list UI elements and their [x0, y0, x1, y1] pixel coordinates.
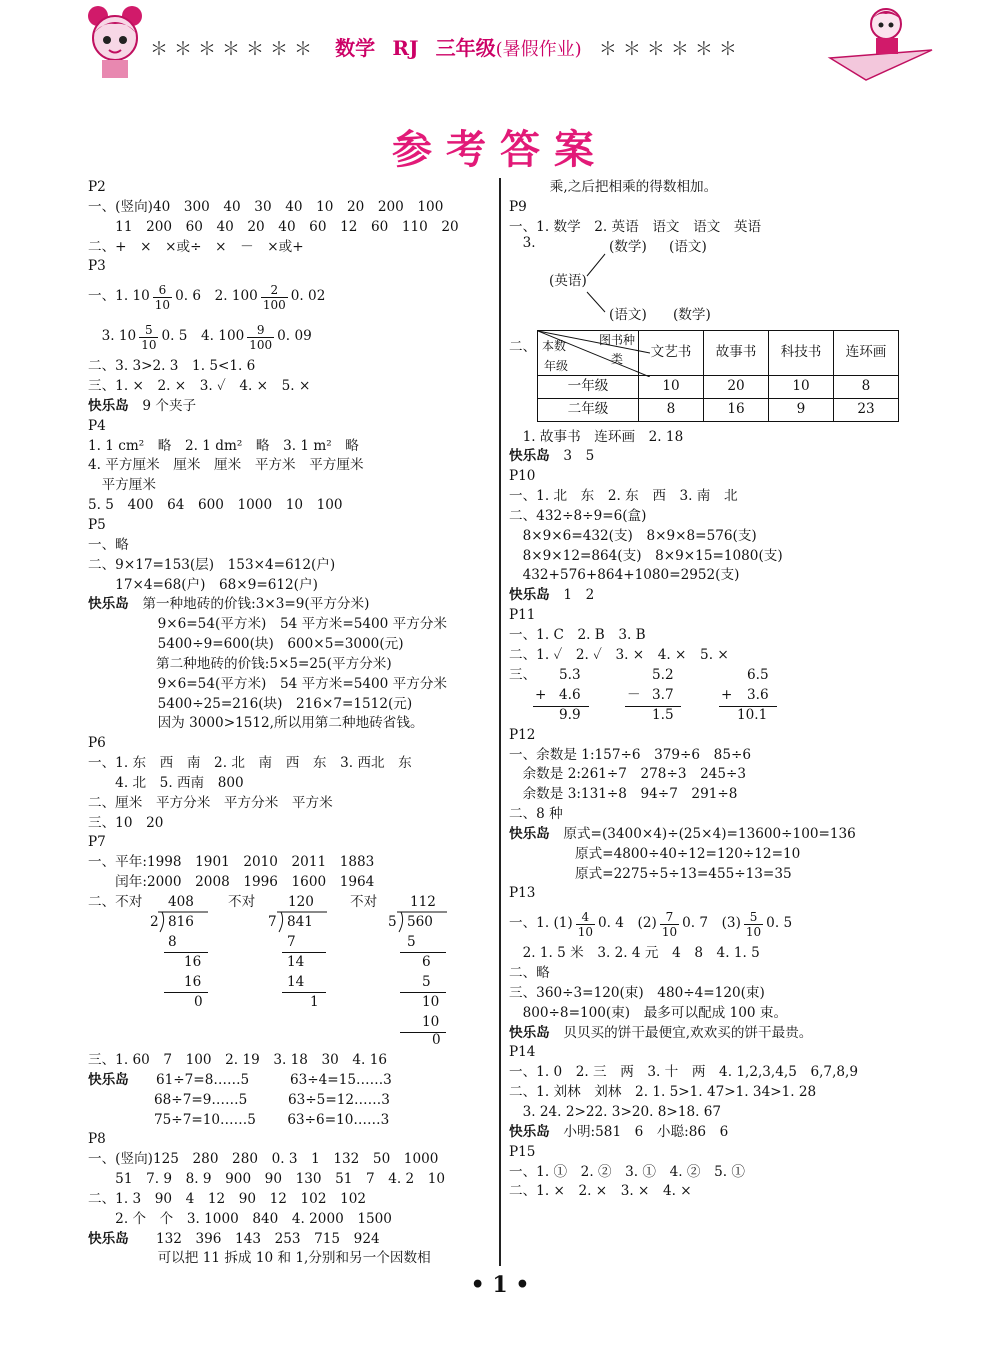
- subtrahend: 14: [287, 974, 305, 990]
- vertical-calculations: [509, 666, 914, 726]
- table-cell: 20: [704, 375, 769, 398]
- dividend: 560: [407, 914, 433, 930]
- denominator: 10: [745, 924, 762, 939]
- answer-text: 9 个夹子: [142, 397, 197, 414]
- answer-text: 不对: [350, 894, 378, 910]
- answer-text: 0. 7 (3): [682, 915, 741, 932]
- answer-text: 3.: [509, 234, 536, 251]
- header-edition: RJ: [392, 36, 419, 60]
- answer-line: 余数是 2:261÷7 278÷3 245÷3: [509, 766, 747, 783]
- happy-island-line: [509, 586, 914, 606]
- happy-island-label: 快乐岛: [509, 1024, 550, 1041]
- dividend: 841: [287, 914, 313, 930]
- page-title: 参考答案: [392, 127, 608, 173]
- answer-line: 8×9×12=864(支) 8×9×15=1080(支): [509, 547, 783, 564]
- answer-line: 平方厘米: [88, 477, 156, 494]
- fraction-answer-line: [509, 904, 914, 944]
- remainder: 0: [432, 1032, 441, 1048]
- happy-island-line: [509, 447, 914, 467]
- section-heading: P2: [88, 179, 106, 195]
- answer-text: 原式=(3400×4)÷(25×4)=13600÷100=136: [563, 825, 856, 842]
- subtrahend: 5: [422, 974, 431, 990]
- answer-line: 一、1. ① 2. ② 3. ① 4. ② 5. ①: [509, 1163, 745, 1180]
- fraction-answer-line: [88, 277, 493, 317]
- happy-island-line: [509, 825, 914, 845]
- divisor: 2: [150, 914, 159, 930]
- table-header-cell: 连环画: [834, 330, 899, 375]
- answer-line: 一、1. 北 东 2. 东 西 3. 南 北: [509, 488, 738, 505]
- answer-line: 432+576+864+1080=2952(支): [509, 567, 740, 584]
- answer-line: 二、厘米 平方分米 平方分米 平方米: [88, 794, 333, 811]
- fraction: [576, 910, 595, 939]
- answer-line: 一、平年:1998 1901 2010 2011 1883: [88, 854, 375, 871]
- answer-line: 2. 个 个 3. 1000 840 4. 2000 1500: [88, 1210, 392, 1227]
- subtrahend: 5: [407, 934, 416, 950]
- answer-line: 17×4=68(户) 68×9=612(户): [88, 576, 318, 593]
- section-heading: P15: [509, 1143, 536, 1160]
- division-rule: [282, 992, 326, 993]
- tree-node: (语文): [609, 306, 647, 323]
- table-cell: 10: [769, 375, 834, 398]
- table-cell: 8: [834, 375, 899, 398]
- answer-line: 一、余数是 1:157÷6 379÷6 85÷6: [509, 746, 752, 763]
- tree-node: (数学): [673, 306, 711, 323]
- section-heading: P11: [509, 607, 536, 624]
- answer-line: 9×6=54(平方米) 54 平方米=5400 平方分米: [144, 675, 448, 692]
- answer-line: 第二种地砖的价钱:5×5=25(平方分米): [156, 655, 392, 672]
- section-heading: P12: [509, 726, 536, 743]
- remainder: 0: [194, 994, 203, 1010]
- answer-line: 800÷8=100(束) 最多可以配成 100 束。: [509, 1004, 788, 1021]
- answer-line: 二、8 种: [509, 806, 563, 823]
- answer-line: 5. 5 400 64 600 1000 10 100: [88, 497, 343, 514]
- denominator: 10: [141, 337, 157, 352]
- denominator: 10: [661, 924, 678, 939]
- answer-text: 0. 09: [277, 328, 312, 345]
- answer-line: 二、略: [509, 965, 550, 982]
- table-cell: 8: [639, 398, 704, 421]
- denominator: 100: [262, 297, 286, 312]
- answer-text: 0. 5: [766, 915, 793, 932]
- fraction-answer-line: [88, 317, 493, 357]
- corner-label-bot: 年级: [544, 358, 569, 373]
- answer-line: 二、1. × 2. × 3. × 4. ×: [509, 1183, 692, 1200]
- operand: 3.7: [652, 686, 674, 703]
- denominator: 10: [154, 297, 171, 312]
- header-stars-right: ＊＊＊＊＊＊: [598, 39, 743, 60]
- section-heading: P8: [88, 1131, 106, 1148]
- table-block: [509, 332, 914, 428]
- section-heading: P14: [509, 1044, 536, 1061]
- answer-line: 4. 平方厘米 厘米 厘米 平方米 平方厘米: [88, 457, 364, 474]
- quotient: 112: [410, 894, 436, 910]
- table-cell: 16: [704, 398, 769, 421]
- numerator: 4: [576, 910, 595, 925]
- answer-line: 一、略: [88, 536, 129, 553]
- answer-text: 61÷7=8……5 63÷4=15……3: [155, 1071, 392, 1088]
- operand: 4.6: [559, 686, 581, 703]
- divisor: 5: [388, 914, 397, 930]
- happy-island-line: [88, 397, 493, 417]
- answer-line: 一、1. C 2. B 3. B: [509, 626, 646, 643]
- answer-line: 余数是 3:131÷8 94÷7 291÷8: [509, 786, 738, 803]
- section-heading: P4: [88, 417, 106, 434]
- page-number: • 1 •: [470, 1272, 530, 1298]
- happy-island-line: [509, 1024, 914, 1044]
- table-row: [538, 398, 899, 421]
- numerator: 7: [660, 910, 679, 925]
- answer-line: 三、1. 60 7 100 2. 19 3. 18 30 4. 16: [88, 1052, 387, 1068]
- answer-line: 三、360÷3=120(束) 480÷4=120(束): [509, 984, 765, 1001]
- answer-text: 不对: [228, 894, 256, 910]
- tree-branches: [509, 238, 709, 338]
- answer-line: 8×9×6=432(支) 8×9×8=576(支): [509, 527, 757, 544]
- answer-text: 3. 10: [88, 328, 137, 345]
- long-division-block: [88, 893, 493, 1051]
- numerator: 6: [153, 283, 172, 298]
- answer-text: 一、1. 10: [88, 288, 150, 305]
- girl-cartoon-icon: [78, 4, 152, 78]
- answer-text: 第一种地砖的价钱:3×3=9(平方分米): [142, 596, 370, 613]
- answer-text: 贝贝买的饼干最便宜,欢欢买的饼干最贵。: [563, 1024, 813, 1041]
- answer-line: 二、+ × ×或÷ × － ×或+: [88, 238, 304, 255]
- tree-node: (语文): [669, 238, 707, 255]
- answer-line: 三、1. × 2. × 3. ✓ 4. × 5. ×: [88, 378, 311, 395]
- operand: 5.2: [652, 666, 674, 683]
- happy-island-line: [88, 1230, 493, 1250]
- subtrahend: 8: [168, 934, 177, 950]
- quotient: 408: [168, 894, 194, 910]
- section-heading: P6: [88, 735, 106, 752]
- answer-line: 一、1. 数学 2. 英语 语文 语文 英语: [509, 218, 762, 235]
- fraction: [660, 910, 679, 939]
- table-row-label: 二年级: [538, 398, 639, 421]
- answer-text: 1 2: [563, 587, 595, 604]
- answer-line: 原式=2275÷5÷13=455÷13=35: [575, 865, 792, 882]
- subtrahend: 16: [184, 974, 202, 990]
- answer-line: 二、1. 3 90 4 12 90 12 102 102: [88, 1190, 367, 1207]
- table-corner-cell: [538, 330, 639, 375]
- answer-line: 51 7. 9 8. 9 900 90 130 51 7 4. 2 10: [88, 1171, 446, 1188]
- answer-text: 132 396 143 253 715 924: [155, 1230, 380, 1247]
- answer-text: 小明:581 6 小聪:86 6: [563, 1123, 729, 1140]
- answer-text: 0. 4 (2): [598, 915, 657, 932]
- book-table: [537, 330, 899, 422]
- answer-text: 0. 02: [290, 288, 326, 305]
- happy-island-label: 快乐岛: [88, 397, 129, 414]
- remainder: 1: [310, 994, 319, 1010]
- operand: 5.3: [559, 666, 581, 683]
- remainder: 14: [287, 954, 305, 970]
- table-row: [538, 375, 899, 398]
- answer-line: 9×6=54(平方米) 54 平方米=5400 平方分米: [144, 616, 448, 633]
- table-cell: 23: [834, 398, 899, 421]
- answer-line: 原式=4800÷40÷12=120÷12=10: [575, 845, 801, 862]
- header-banner: [150, 32, 743, 61]
- section-heading: P13: [509, 885, 536, 902]
- answer-line: 一、1. 0 2. 三 两 3. 十 两 4. 1,2,3,4,5 6,7,8,9: [509, 1064, 859, 1081]
- answer-line: 二、432÷8÷9=6(盒): [509, 507, 647, 524]
- section-heading: P5: [88, 516, 106, 533]
- answer-text: 三、: [509, 666, 537, 683]
- fraction: [139, 323, 158, 352]
- happy-island-label: 快乐岛: [88, 1230, 129, 1247]
- tree-node: (英语): [549, 272, 587, 289]
- result: 10.1: [737, 706, 768, 723]
- answer-text: 0. 5 4. 100: [161, 328, 245, 345]
- remainder: 10: [422, 994, 440, 1010]
- operand: 3.6: [747, 686, 769, 703]
- happy-island-line: [88, 595, 493, 615]
- happy-island-line: [509, 1123, 914, 1143]
- happy-island-label: 快乐岛: [509, 448, 550, 465]
- answer-text: 二、不对: [88, 894, 143, 910]
- section-heading: P10: [509, 468, 536, 485]
- remainder: 6: [422, 954, 431, 970]
- answer-text: 0. 6 2. 100: [175, 288, 258, 305]
- answer-line: 5400÷9=600(块) 600×5=3000(元): [144, 636, 404, 653]
- section-heading: P7: [88, 834, 106, 851]
- answer-line: 一、(竖向)125 280 280 0. 3 1 132 50 1000: [88, 1151, 439, 1168]
- denominator: 100: [249, 337, 273, 352]
- answer-text: 3 5: [563, 448, 595, 465]
- answer-line: 因为 3000>1512,所以用第二种地砖省钱。: [144, 715, 424, 732]
- answer-line: 68÷7=9……5 63÷5=12……3: [154, 1091, 390, 1108]
- quotient: 120: [288, 894, 314, 910]
- header-grade: 三年级: [435, 36, 496, 60]
- operator: +: [721, 686, 733, 703]
- header-stars-left: ＊＊＊＊＊＊＊: [150, 39, 318, 60]
- section-heading: P9: [509, 198, 527, 215]
- numerator: 5: [744, 910, 763, 925]
- answer-text: 二、: [509, 338, 537, 355]
- divisor: 7: [268, 914, 277, 930]
- answer-text: 一、1. (1): [509, 915, 573, 932]
- operator: －: [627, 686, 641, 703]
- answer-line: 5400÷25=216(块) 216×7=1512(元): [144, 695, 413, 712]
- happy-island-label: 快乐岛: [509, 587, 550, 604]
- answer-line: 一、1. 东 西 南 2. 北 南 西 东 3. 西北 东: [88, 755, 412, 772]
- answer-line: 75÷7=10……5 63÷6=10……3: [154, 1111, 390, 1128]
- table-row-label: 一年级: [538, 375, 639, 398]
- happy-island-label: 快乐岛: [509, 825, 550, 842]
- fraction: [247, 323, 274, 352]
- fraction: [744, 910, 763, 939]
- section-heading: P3: [88, 258, 106, 275]
- header-type: (暑假作业): [495, 39, 582, 60]
- subtrahend: 7: [287, 934, 296, 950]
- table-header-cell: 故事书: [704, 330, 769, 375]
- table-header-cell: 科技书: [769, 330, 834, 375]
- numerator: 5: [139, 323, 158, 338]
- left-column: [88, 178, 493, 1269]
- header-subject: 数学: [335, 36, 376, 60]
- right-column: [509, 178, 914, 1202]
- table-cell: 9: [769, 398, 834, 421]
- answer-line: 4. 北 5. 西南 800: [88, 774, 244, 791]
- page-header: [0, 0, 1000, 90]
- fraction: [153, 283, 172, 312]
- result: 1.5: [652, 706, 674, 723]
- happy-island-label: 快乐岛: [88, 1071, 129, 1088]
- boy-paper-plane-icon: [826, 2, 936, 82]
- dividend: 816: [168, 914, 194, 930]
- answer-line: 可以把 11 拆成 10 和 1,分别和另一个因数相: [144, 1250, 431, 1267]
- table-header-cell: 文艺书: [639, 330, 704, 375]
- result: 9.9: [559, 706, 581, 723]
- answer-line: 二、9×17=153(层) 153×4=612(户): [88, 556, 336, 573]
- table-header-row: [538, 330, 899, 375]
- answer-line: 二、3. 3>2. 3 1. 5<1. 6: [88, 358, 256, 375]
- subtrahend: 10: [422, 1014, 440, 1030]
- tree-node: (数学): [609, 238, 647, 255]
- answer-line: 2. 1. 5 米 3. 2. 4 元 4 8 4. 1. 5: [509, 945, 760, 962]
- answer-line: 二、1. 刘林 刘林 2. 1. 5>1. 47>1. 34>1. 28: [509, 1084, 817, 1101]
- answer-line: 乘,之后把相乘的得数相加。: [509, 179, 718, 195]
- numerator: 9: [247, 323, 274, 338]
- operand: 6.5: [747, 666, 769, 683]
- table-cell: 10: [639, 375, 704, 398]
- answer-line: 3. 24. 2>22. 3>20. 8>18. 67: [509, 1104, 722, 1120]
- happy-island-line: [88, 1071, 493, 1091]
- answer-line: 三、10 20: [88, 814, 164, 831]
- answer-line: 11 200 60 40 20 40 60 12 60 110 20: [88, 218, 459, 235]
- tree-diagram: [509, 234, 914, 338]
- answer-line: 二、1. ✓ 2. ✓ 3. × 4. × 5. ×: [509, 646, 729, 663]
- column-divider: [499, 178, 501, 1266]
- answer-line: 1. 1 cm² 略 2. 1 dm² 略 3. 1 m² 略: [88, 437, 359, 454]
- remainder: 16: [184, 954, 202, 970]
- operator: +: [535, 686, 547, 703]
- answer-line: 闰年:2000 2008 1996 1600 1964: [88, 874, 375, 891]
- answer-line: 一、(竖向)40 300 40 30 40 10 20 200 100: [88, 198, 444, 215]
- corner-label-mid: 本数: [542, 338, 567, 353]
- denominator: 10: [577, 924, 594, 939]
- happy-island-label: 快乐岛: [88, 596, 129, 613]
- numerator: 2: [261, 283, 288, 298]
- corner-label-top: 图书种类: [598, 332, 635, 367]
- fraction: [261, 283, 288, 312]
- answer-line: 1. 故事书 连环画 2. 18: [509, 428, 684, 445]
- happy-island-label: 快乐岛: [509, 1123, 550, 1140]
